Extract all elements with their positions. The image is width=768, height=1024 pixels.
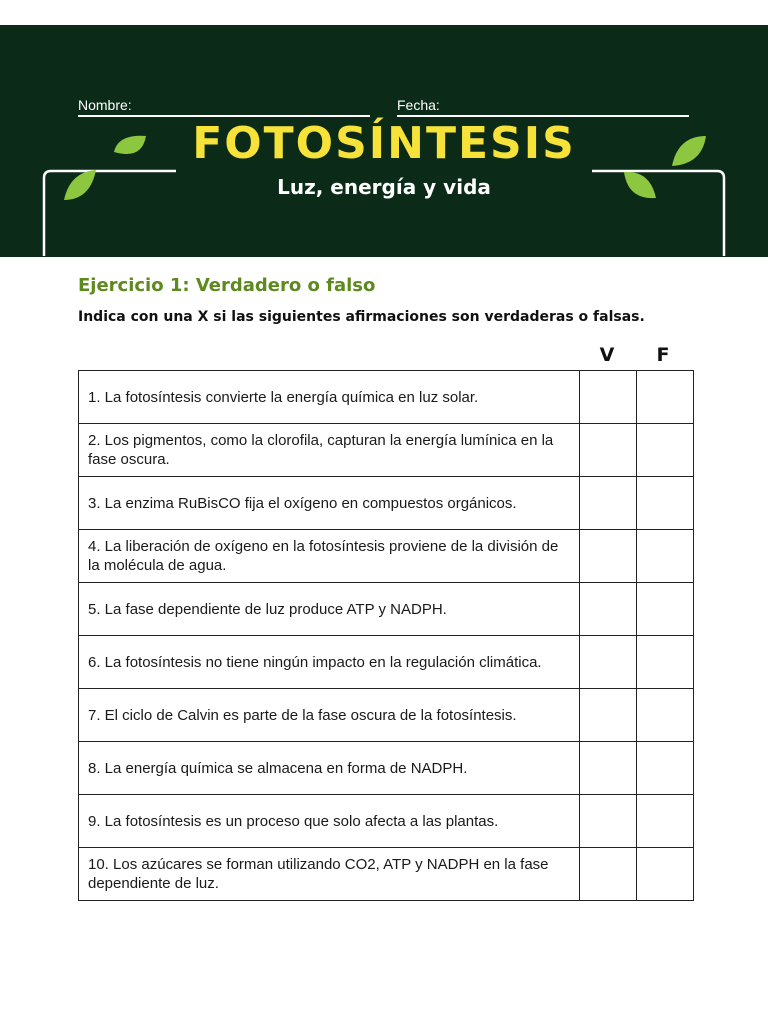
false-checkbox[interactable]	[637, 636, 694, 689]
exercise-title: Ejercicio 1: Verdadero o falso	[78, 275, 376, 296]
false-checkbox[interactable]	[637, 742, 694, 795]
false-checkbox[interactable]	[637, 583, 694, 636]
statement-text: 9. La fotosíntesis es un proceso que solo afecta a las plantas.	[79, 795, 580, 848]
false-checkbox[interactable]	[637, 848, 694, 901]
table-row	[79, 689, 694, 742]
table-row	[79, 424, 694, 477]
true-checkbox[interactable]	[580, 689, 637, 742]
table-row	[79, 795, 694, 848]
fecha-label: Fecha:	[397, 97, 440, 113]
statement-text: 3. La enzima RuBisCO fija el oxígeno en compuestos orgánicos.	[79, 477, 580, 530]
page-subtitle: Luz, energía y vida	[277, 175, 491, 199]
table-row	[79, 371, 694, 424]
statement-text: 8. La energía química se almacena en forma de NADPH.	[79, 742, 580, 795]
true-checkbox[interactable]	[580, 424, 637, 477]
statement-text: 7. El ciclo de Calvin es parte de la fase oscura de la fotosíntesis.	[79, 689, 580, 742]
page-title: FOTOSÍNTESIS	[192, 118, 576, 169]
statement-text: 2. Los pigmentos, como la clorofila, capturan la energía lumínica en la fase oscura.	[79, 424, 580, 477]
false-checkbox[interactable]	[637, 530, 694, 583]
statement-text: 1. La fotosíntesis convierte la energía química en luz solar.	[79, 371, 580, 424]
true-false-table	[78, 370, 694, 901]
true-checkbox[interactable]	[580, 742, 637, 795]
false-checkbox[interactable]	[637, 371, 694, 424]
table-row	[79, 742, 694, 795]
false-checkbox[interactable]	[637, 795, 694, 848]
statement-text: 5. La fase dependiente de luz produce ATP y NADPH.	[79, 583, 580, 636]
true-checkbox[interactable]	[580, 583, 637, 636]
column-header-true: V	[599, 344, 615, 366]
exercise-instruction: Indica con una X si las siguientes afirmaciones son verdaderas o falsas.	[78, 309, 645, 325]
statement-text: 10. Los azúcares se forman utilizando CO2, ATP y NADPH en la fase dependiente de luz.	[79, 848, 580, 901]
column-header-false: F	[656, 344, 670, 366]
table-row	[79, 530, 694, 583]
false-checkbox[interactable]	[637, 424, 694, 477]
false-checkbox[interactable]	[637, 477, 694, 530]
table-row	[79, 848, 694, 901]
table-row	[79, 583, 694, 636]
statement-text: 4. La liberación de oxígeno en la fotosíntesis proviene de la división de la molécula de agua.	[79, 530, 580, 583]
true-checkbox[interactable]	[580, 530, 637, 583]
true-checkbox[interactable]	[580, 848, 637, 901]
nombre-label: Nombre:	[78, 97, 132, 113]
true-checkbox[interactable]	[580, 477, 637, 530]
false-checkbox[interactable]	[637, 689, 694, 742]
true-checkbox[interactable]	[580, 371, 637, 424]
true-checkbox[interactable]	[580, 636, 637, 689]
true-checkbox[interactable]	[580, 795, 637, 848]
table-row	[79, 477, 694, 530]
table-row	[79, 636, 694, 689]
statement-text: 6. La fotosíntesis no tiene ningún impacto en la regulación climática.	[79, 636, 580, 689]
